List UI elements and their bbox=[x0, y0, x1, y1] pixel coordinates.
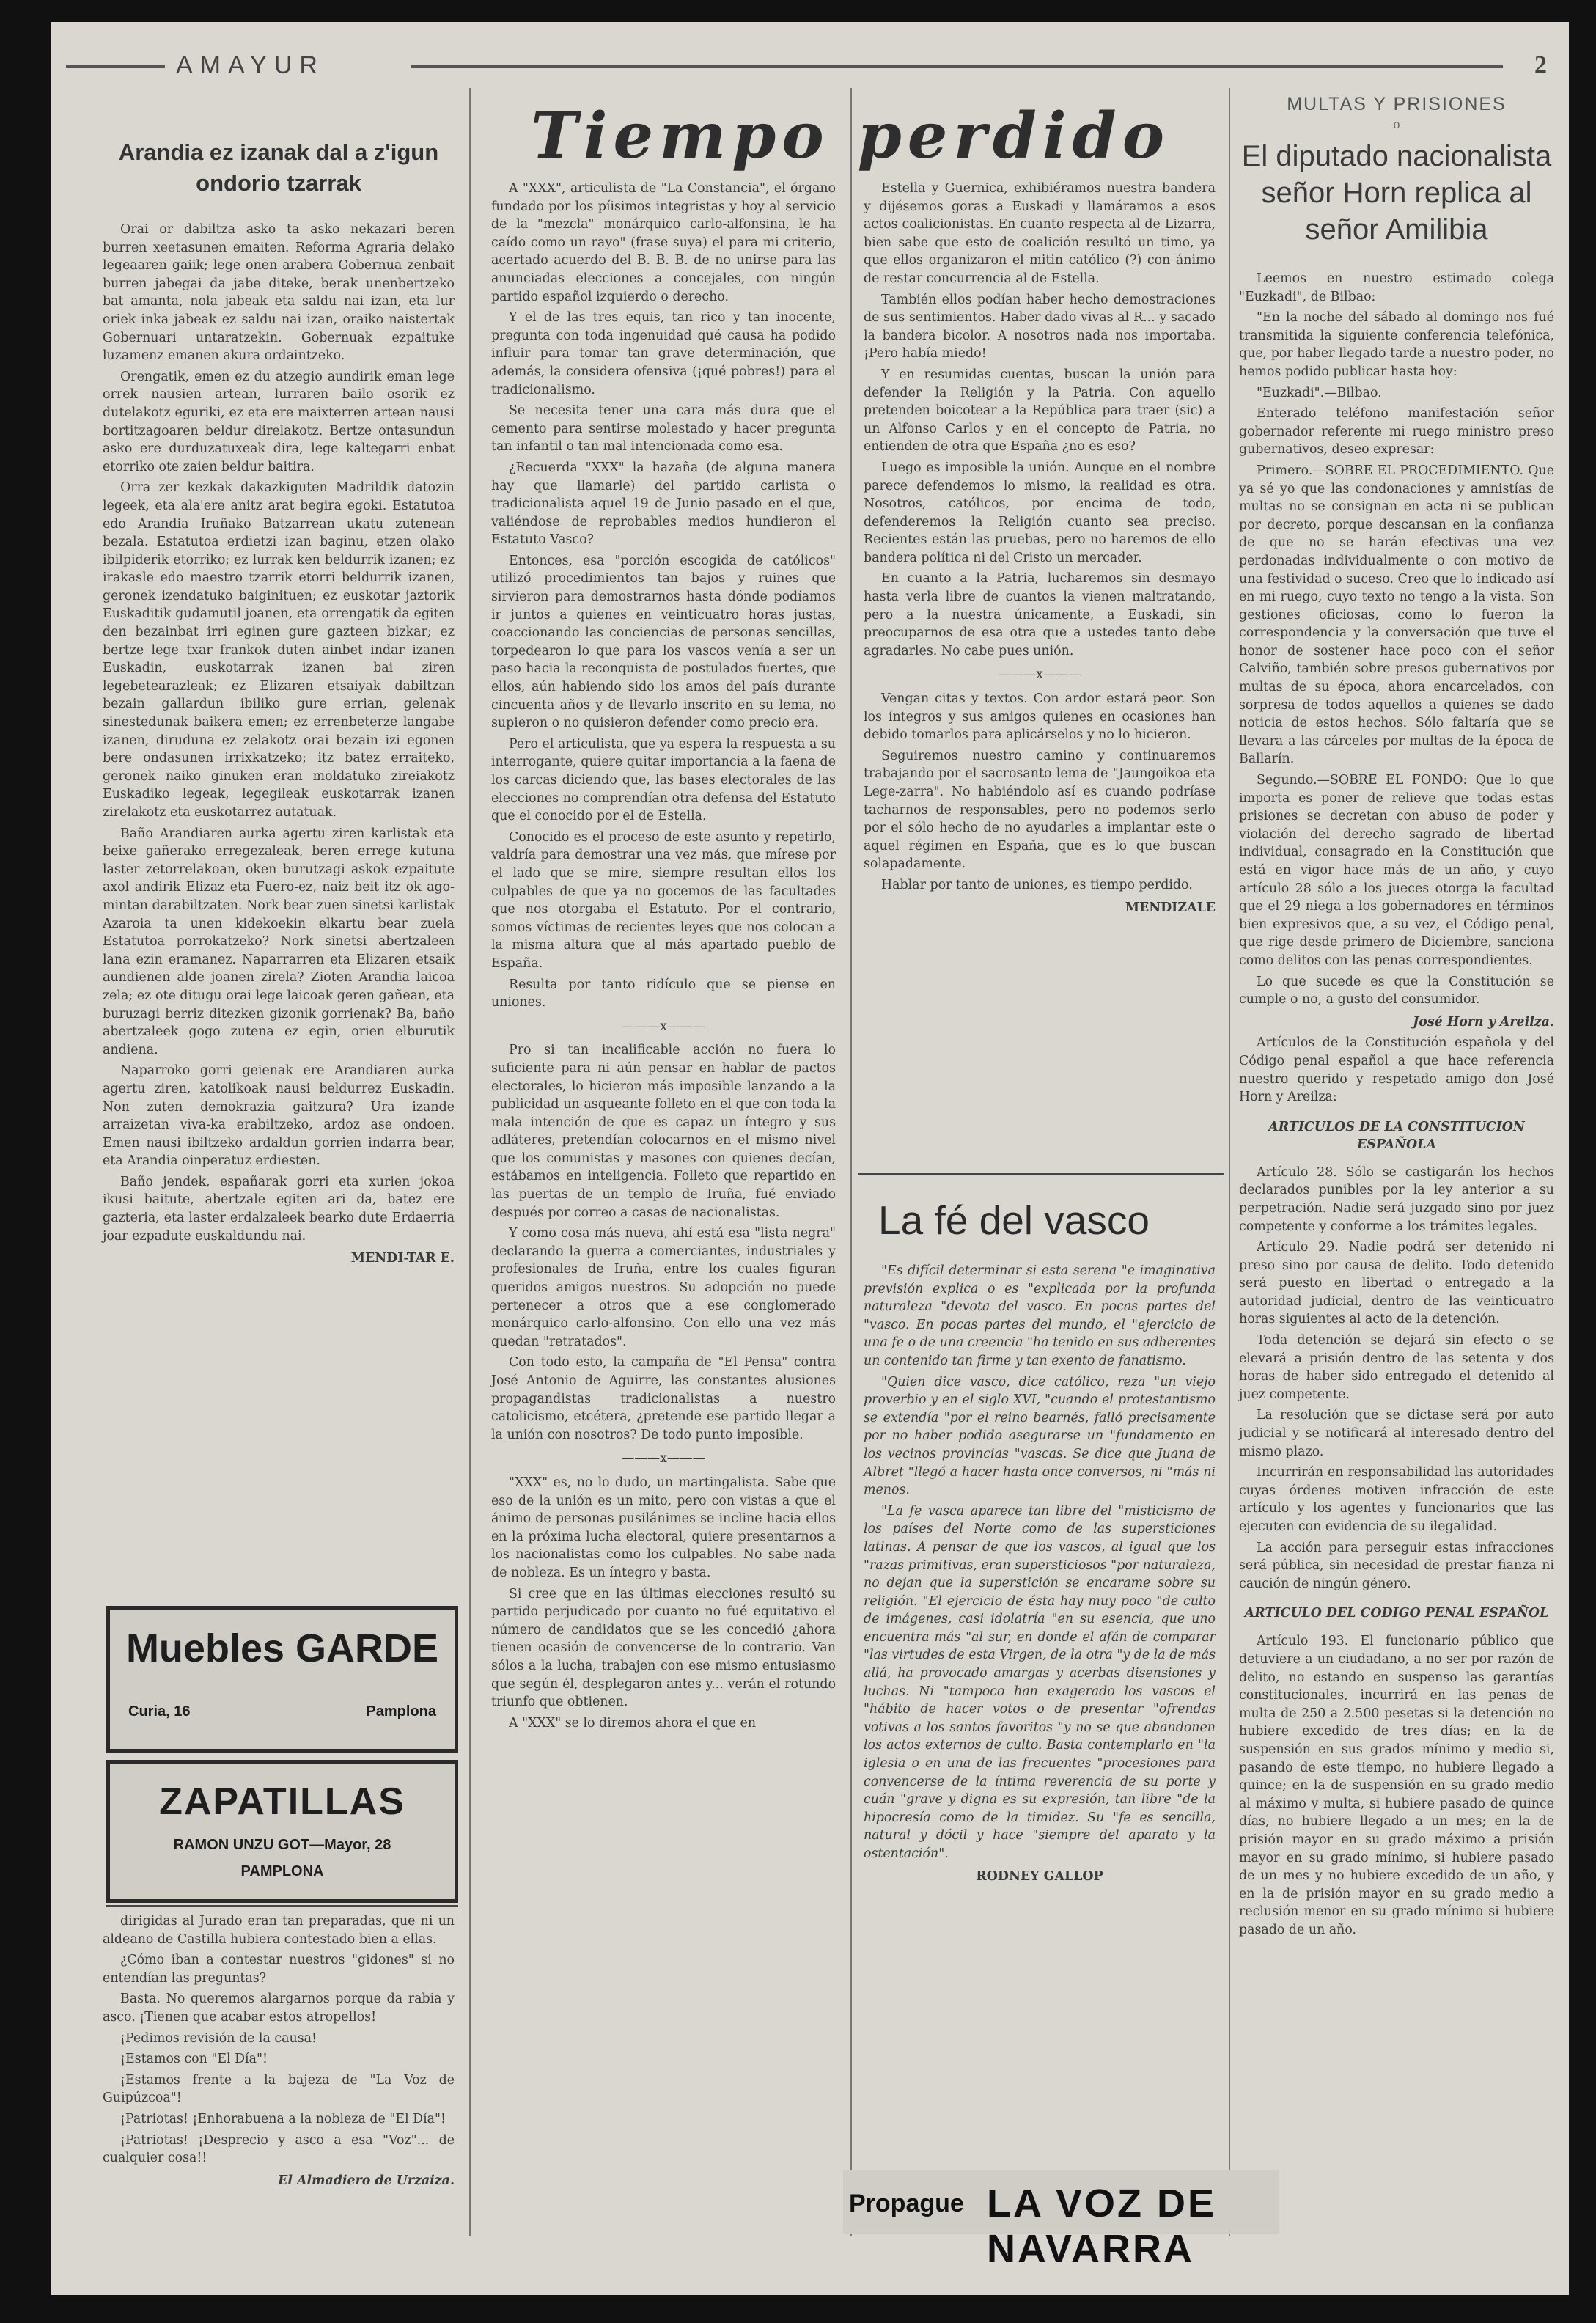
banner-prefix: Propague bbox=[849, 2190, 964, 2217]
separator-rule bbox=[858, 1173, 1224, 1175]
article-signature: José Horn y Areilza. bbox=[1413, 1014, 1554, 1030]
paragraph: Seguiremos nuestro camino y continuaremos trabajando por el sacrosanto lema de "Jaungoikoa eta Lege-zarra". No habiéndolo así es cuando podríase tacharnos de responsables, pero no podemos serlo por el sólo hecho de no ayudarles a implantar este o aquel régimen en España, que es lo que buscan solapadamente. bbox=[864, 748, 1216, 872]
paragraph: Luego es imposible la unión. Aunque en el nombre parece defendemos lo mismo, la realidad es otra. Nosotros, católicos, por encima de todo, defenderemos la Religión cuanto sea preciso. Recientes están las pruebas, pero no haremos de ello bandera política ni del Cristo un mercader. bbox=[864, 460, 1216, 565]
paragraph: Baño jendek, españarak gorri eta xurien jokoa ikusi baitute, abertzale egiten ari da, batez ere gazteria, eta laster erdalzaleek bearko dute Erdaerria joar ezpadute euskaldundu nai. bbox=[103, 1174, 455, 1244]
paragraph: Vengan citas y textos. Con ardor estará peor. Son los íntegros y sus amigos quienes en ocasiones han debido tomarlos para aplicárselos y no lo hicieron. bbox=[864, 691, 1216, 743]
paragraph: Pro si tan incalificable acción no fuera lo suficiente para ni aún pensar en hablar de pactos electorales, lo hicieron más imposible lanzando a la publicidad un asqueante folleto en el que con toda la mala intención de que es capaz un íntegro y sus adláteres, pretendían colocarnos en el mismo nivel que los comunistas y masones con quienes decían, estábamos en inteligencia. Folleto que repartido en las puertas de un templo de Iruña, fué enviado después por correo a casas de nacionalistas. bbox=[491, 1043, 836, 1220]
ad-zapatillas bbox=[106, 1760, 458, 1903]
paragraph: Resulta por tanto ridículo que se piense en uniones. bbox=[491, 977, 836, 1010]
paragraph: Hablar por tanto de uniones, es tiempo perdido. bbox=[881, 877, 1193, 892]
paragraph: ¡Pedimos revisión de la causa! bbox=[120, 2030, 317, 2046]
paragraph: ¿Cómo iban a contestar nuestros "gidones" si no entendían las preguntas? bbox=[103, 1953, 455, 1986]
ad-name: ZAPATILLAS bbox=[159, 1780, 405, 1823]
paragraph: Enterado teléfono manifestación señor gobernador referente mi ruego ministro preso gubernativos, deseo expresar: bbox=[1239, 406, 1554, 458]
paragraph: Si cree que en las últimas elecciones resultó su partido perjudicado por cuanto no fué equitativo el número de candidatos que se les concedió ¿ahora tienen ocasión de convencerse de lo contrario. Van sólos a la lucha, trabajen con ese mismo entusiasmo que según él, desplegaron antes y... verán el rotundo triunfo que obtienen. bbox=[491, 1586, 836, 1710]
article-signature: RODNEY GALLOP bbox=[976, 1868, 1103, 1884]
paragraph: Artículos de la Constitución española y del Código penal español a que hace referencia nuestro querido y respetado amigo don José Horn y Areilza: bbox=[1239, 1035, 1554, 1105]
paragraph: Incurrirán en responsabilidad las autoridades cuyas órdenes motiven infracción de este artículo y los agentes y funcionarios que las ejecuten con evidencia de su ilegalidad. bbox=[1239, 1465, 1554, 1534]
banner-ad-la-voz-de-navarra bbox=[843, 2170, 1279, 2271]
article-title: El diputado nacionalista señor Horn replica al señor Amilibia bbox=[1241, 140, 1552, 246]
paragraph: dirigidas al Jurado eran tan preparadas, que ni un aldeano de Castilla hubiera contestado bien a ellas. bbox=[103, 1914, 455, 1947]
ad-muebles-garde bbox=[106, 1606, 458, 1753]
paragraph: Segundo.—SOBRE EL FONDO: Que lo que importa es poner de relieve que todas estas prisiones se decretan con abuso de poder y violación del derecho sagrado de libertad individual, consagrado en la Constitución que está en vigor hace más de un año, y cuyo artículo 28 sólo a los jueces otorga la facultad que el 29 niega a los gobernadores en términos bien expresivos que, a su vez, el Código penal, que rige desde primero de Diciembre, sanciona como delitos con las penas correspondientes. bbox=[1239, 773, 1554, 968]
subheading: ARTICULO DEL CODIGO PENAL ESPAÑOL bbox=[1244, 1606, 1549, 1621]
kicker-ornament: —o— bbox=[1380, 117, 1413, 131]
article-signature: MENDI-TAR E. bbox=[350, 1251, 455, 1266]
paragraph: "En la noche del sábado al domingo nos fué transmitida la siguiente conferencia telefónica, que, por haber llegado tarde a nuestro poder, no hemos podido publicar hasta hoy: bbox=[1239, 310, 1554, 379]
paragraph: "XXX" es, no lo dudo, un martingalista. Sabe que eso de la unión es un mito, pero con vistas a que el ánimo de personas pusilánimes se incline hacia ellos en la próxima lucha electoral, quiere presentarnos a los nacionalistas como los culpables. No sabe nada de nobleza. Es un íntegro y basta. bbox=[491, 1475, 836, 1580]
paragraph: ¡Patriotas! ¡Enhorabuena a la nobleza de "El Día"! bbox=[120, 2111, 446, 2126]
separator-rule bbox=[106, 1905, 458, 1907]
column-tiempo-perdido-cont bbox=[864, 180, 1216, 920]
paragraph: También ellos podían haber hecho demostraciones de sus sentimientos. Haber dado vivas al R... y sacado la bandera bicolor. A nosotros nada nos importaba. ¡Pero había miedo! bbox=[864, 292, 1216, 362]
section-separator: ———x——— bbox=[621, 1019, 706, 1034]
paragraph: "Euzkadi".—Bilbao. bbox=[1257, 385, 1382, 400]
section-separator: ———x——— bbox=[997, 667, 1082, 683]
paragraph: Artículo 29. Nadie podrá ser detenido ni preso sino por causa de delito. Todo detenido será puesto en libertad o entregado a la autoridad judicial, dentro de las veinticuatro horas siguientes al acto de la detención. bbox=[1239, 1240, 1554, 1327]
paragraph: "Quien dice vasco, dice católico, reza "un viejo proverbio y en el siglo XVI, "cuando el protestantismo se extendía "por el reino bearnés, falló precisamente por no haber podido asegurarse un "fundamento en los vecinos provincias "vascas. Se dice que Juana de Albret "llegó a hacer hasta once conversos, ni "más ni menos. bbox=[864, 1374, 1216, 1498]
section-kicker: MULTAS Y PRISIONES bbox=[1287, 94, 1507, 114]
column-tiempo-perdido bbox=[491, 180, 836, 1735]
tiempo-perdido-header bbox=[484, 66, 1217, 195]
paragraph: Leemos en nuestro estimado colega "Euzkadi", de Bilbao: bbox=[1239, 271, 1554, 304]
paragraph: A "XXX" se lo diremos ahora el que en bbox=[509, 1715, 757, 1731]
article-title: Tiempo perdido bbox=[530, 99, 1171, 173]
paragraph: Y el de las tres equis, tan rico y tan inocente, pregunta con toda ingenuidad qué causa ha podido influir para tomar tan grave determinación, que además, la considera ofensiva (¡qué pobres!) para el tradicionalismo. bbox=[491, 310, 836, 397]
column-divider bbox=[1229, 88, 1230, 2236]
subheading: ARTICULOS DE LA CONSTITUCION ESPAÑOLA bbox=[1268, 1119, 1525, 1152]
column-multas-y-prisiones bbox=[1239, 66, 1554, 1942]
ad-line: PAMPLONA bbox=[240, 1863, 324, 1879]
paragraph: ¡Patriotas! ¡Desprecio y asco a esa "Voz"... de cualquier cosa!! bbox=[103, 2132, 455, 2166]
column-divider bbox=[850, 88, 852, 2236]
article-la-fe-del-vasco bbox=[864, 1181, 1216, 1888]
paragraph: "Es difícil determinar si esta serena "e imaginativa previsión explica o es "explicada por la profunda naturaleza "devota del vasco. En pocas partes del "vasco. En pocas partes del mundo, el "ejercicio de una fe o de una creencia "ha tenido en sus adherentes un contenido tan firme y tan exento de fanatismo. bbox=[864, 1263, 1216, 1368]
ad-line: RAMON UNZU GOT—Mayor, 28 bbox=[173, 1837, 391, 1853]
paragraph: Orengatik, emen ez du atzegio aundirik eman lege orrek nausien artean, lurraren bailo osorik ez dutelakotz eguriki, ez eta ere maixterren artean nausi bortitzagoaren beldur direlakotz. Bertze ontasundun asko ere durduzatuxeak dira, lege kaltegarri enbat etorriko ote zaien beldur baitira. bbox=[103, 369, 455, 474]
paragraph: "La fe vasca aparece tan libre del "misticismo de los países del Norte como de las supersticiones latinas. A pensar de que los vascos, al igual que los "razas primitivas, eran supersticiosos "por naturaleza, no dejan que la superstición se encarame sobre su religión. "El ejercicio de ésta hay muy poco "de culto de imágenes, casi idolatría "en su esencia, que uno encuentra más "al sur, en donde el afán de comparar "las virtudes de esta Virgen, de la otra "y de la de más allá, ha provocado amargas y acerbas disensiones y luchas. Ni "tampoco han exagerado los vascos el "hábito de hacer votos o de presentar "ofrendas votivas a los santos favoritos "y no se que abandonen los actos externos de culto. Basta contemplarlo en "la iglesia o en una de las frecuentes "procesiones para convencerse de la íntima reverencia de su porte y cuán "grave y digna es su expresión, tan libre "de la hipocresía como de la timidez. Su "fe es sencilla, natural y dócil y hace "siempre del aparato y la ostentación". bbox=[864, 1503, 1216, 1861]
article-signature: El Almadiero de Urzaiza. bbox=[278, 2173, 455, 2188]
ad-street: Curia, 16 bbox=[128, 1703, 191, 1720]
paragraph: Artículo 193. El funcionario público que detuviere a un ciudadano, a no ser por razón de delito, no estando en suspenso las garantías constitucionales, incurrirá en las penas de multa de 250 a 2.500 pesetas si la detención no hubiere excedido de tres días; en la de suspensión en sus grados mínimo y medio si, pasando de este tiempo, no hubiere llegado a quince; en la de suspensión en su grado medio al máximo y multa, si hubiere pasado de quince días, no hubiere llegado a un mes; en la de prisión mayor en su grado máximo a prisión mayor en su grado mínimo, si hubiere pasado de un mes y no hubiere excedido de un año, y en la de prisión mayor en su grado medio a reclusión menor en su grado mínimo si hubiere pasado de un año. bbox=[1239, 1634, 1554, 1937]
header-rule-left bbox=[66, 65, 165, 68]
paragraph: Naparroko gorri geienak ere Arandiaren aurka agertu ziren, katolikoak nausi beldurrez Euskadin. Non zuten demokrazia gaitzura? Ura izande arraizetan viva-ka erabiltzeko, ardoz ase ondoen. Emen nausi ibiltzeko ardaldun gorrien indarra bear, eta Arandia oinperatuz erdiesten. bbox=[103, 1063, 455, 1169]
paragraph: Baño Arandiaren aurka agertu ziren karlistak eta beixe gañerako erregezaleak, beren errege kutuna laster zetorrelakoan, oken burutzagi askok ezpaitute axol andirik Elizaz eta Fuero-ez, naiz beit itz ok ago-mintan darabiltzaten. Nork bear zuen sinetsi karlistak Azaroia ta unen kidekoekin elkartu bear zuela Estatutoa porrokatzeko? Nork sinetsi abertzaleen lana ezin eramanez. Naparrarren eta Elizaren etsaik aundienen alde joanen zirela? Zioten Arandia laicoa zela; ez ote ditugu orai lege laicoak geren gañean, eta buruzagi berriz ditezken gizonik gorrienak? Ba, baño abertzaleek gogo zutena ez egin, orien elburutik andiena. bbox=[103, 826, 455, 1057]
paragraph: Pero el articulista, que ya espera la respuesta a su interrogante, quiere quitar importancia a la faena de los carcas diciendo que, las bases electorales de las elecciones no comprendían otra defensa del Estatuto que el conocido por el de Estella. bbox=[491, 736, 836, 824]
paragraph: En cuanto a la Patria, lucharemos sin desmayo hasta verla libre de cuantos la vienen maltratando, pero a la nuestra únicamente, a Euskadi, sin preocuparnos de esa otra que a ustedes tanto debe agradarles. No cabe pues unión. bbox=[864, 571, 1216, 658]
paragraph: Conocido es el proceso de este asunto y repetirlo, valdría para demostrar una vez más, que mírese por el lado que se mire, siempre resultan ellos los culpables de que ya no gocemos de las facultades que nos otorgaba el Estatuto. Por el contrario, somos víctimas de recientes leyes que nos colocan a la misma altura que al más apartado pueblo de España. bbox=[491, 829, 836, 971]
paragraph: Y en resumidas cuentas, buscan la unión para defender la Religión y la Patria. Con aquello pretenden boicotear a la República para traer (sic) a un Alfonso Carlos y en el concepto de Patria, no entienden de otra que España ¿no es eso? bbox=[864, 367, 1216, 455]
ad-name: Muebles GARDE bbox=[125, 1626, 439, 1670]
section-separator: ———x——— bbox=[621, 1451, 706, 1467]
paragraph: Entonces, esa "porción escogida de católicos" utilizó procedimientos tan bajos y ruines que sirvieron para demostrarnos hasta dónde podíamos ir juntos a quienes en veinticuatro horas justas, coaccionando las conciencias de personas sencillas, torpedearon lo que para los vascos venía a ser un paso hacia la reconquista de postulados fuertes, que ellos, aún habiendo sido los amos del país durante cincuenta años y de llevarlo inscrito en su lema, no supieron o no quisieron defender como precio era. bbox=[491, 553, 836, 731]
paragraph: Estella y Guernica, exhibiéramos nuestra bandera y dijésemos goras a Euskadi y llamáramos a esos actos coalicionistas. En cuanto respecta al de Lizarra, bien sabe que esto de coalición resultó un timo, ya que ellos organizaron el mitin católico (?) con ánimo de restar concurrencia al de Estella. bbox=[864, 181, 1216, 286]
paragraph: Orai or dabiltza asko ta asko nekazari beren burren xeetasunen emaiten. Reforma Agraria delako legeaaren gaiik; lege onen arabera Gobernua zenbait burren jabegai da jabe diteke, berak unenbertzeko bat amanta, nola jabeak eta saldu nai izan, eta lur oriek inka jabeak ez saldu nai izan, oraiko naistertak Gobernuari untaratzekin. Gobernuak ezpaituke luzamenz emanen akura ordaintzeko. bbox=[103, 222, 455, 364]
paragraph: Toda detención se dejará sin efecto o se elevará a prisión dentro de las setenta y dos horas de haber sido entregado el detenido al juez competente. bbox=[1239, 1333, 1554, 1402]
paragraph: ¡Estamos frente a la bajeza de "La Voz de Guipúzcoa"! bbox=[103, 2072, 455, 2106]
column-1-continuation bbox=[103, 1912, 455, 2192]
paragraph: A "XXX", articulista de "La Constancia", el órgano fundado por los píisimos integristas y hoy al servicio de la "mezcla" monárquico carlo-alfonsina, le ha caído como un rayo" (frase suya) el para mi criterio, acertado acuerdo del B. B. B. de no unirse para las anunciadas elecciones a concejales, con ningún partido español izquierdo o derecho. bbox=[491, 181, 836, 304]
paragraph: Lo que sucede es que la Constitución se cumple o no, a gusto del consumidor. bbox=[1239, 974, 1554, 1008]
paragraph: Y como cosa más nueva, ahí está esa "lista negra" declarando la guerra a comerciantes, industriales y profesionales de Iruña, entre los cuales figuran queridos amigos nuestros. Su adopción no puede pertenecer a otros que a ese conglomerado monárquico carlo-alfonsino. Con ello una vez más quedan "retratados". bbox=[491, 1226, 836, 1349]
paragraph: Orra zer kezkak dakazkiguten Madrildik datozin legeek, eta ala'ere anitz arat begira egoki. Estatutoa edo Arandia Iruñako Batzarrean ukatu zutenean bezala. Estatutoa erdietzi izan baginu, etzen olako ibilpiderik etorriko; ez lurrak ken beldurrik izanen; ez irakasle edo maestro tzarrik etorri beldurrik izanen, geronek izendatuko baiginituen; ez euskotar jaztorik Euskaditik gudamutil joanen, eta orrengatik da egiten den bezainbat irri eginen gure gazteen bizkar; ez bertze lege txar frankok duten ainbet indar izanen Euskadin, euskotarrak izanen bai ziren legebetearazleak; ez Elizaren etsaiyak dabiltzan bezain gallardun ibiliko gure errian, gelenak sinestedunak baikera emen; ez errenbeterze langabe izanen, diruduna ez zelakotz orai bezain izi egonen bere ondasunen irrixkatzeko; itz batez erraiteko, geronek naiko ginuken eran moldatuko zireiakotz Euskadiko legeak, legegileak euskotarrak izanen zirelakotz eta euskotarrez autatuak. bbox=[103, 480, 455, 820]
banner-newspaper-name: LA VOZ DE NAVARRA bbox=[987, 2181, 1217, 2271]
newspaper-page bbox=[51, 22, 1569, 2295]
paragraph: La acción para perseguir estas infracciones será pública, sin necesidad de prestar fianza ni caución de ningún género. bbox=[1239, 1540, 1554, 1591]
newspaper-name: AMAYUR bbox=[176, 51, 325, 79]
article-signature: MENDIZALE bbox=[1125, 900, 1216, 915]
ad-city: Pamplona bbox=[366, 1703, 436, 1720]
paragraph: Basta. No queremos alargarnos porque da rabia y asco. ¡Tienen que acabar estos atropellos! bbox=[103, 1992, 455, 2025]
page-number: 2 bbox=[1534, 51, 1547, 78]
paragraph: Con todo esto, la campaña de "El Pensa" contra José Antonio de Aguirre, las constantes alusiones propagandistas tradicionalistas a nuestro catolicismo, etcétera, ¿pretende ese partido llegar a la unión con nosotros? De todo punto imposible. bbox=[491, 1355, 836, 1442]
paragraph: Artículo 28. Sólo se castigarán los hechos declarados punibles por la ley anterior a su perpetración. Nadie será juzgado sino por juez competente y conforme a los trámites legales. bbox=[1239, 1164, 1554, 1234]
paragraph: Se necesita tener una cara más dura que el cemento para sentirse molestado y hacer pregunta tan infantil o tan mal intencionada como esa. bbox=[491, 403, 836, 455]
article-title: Arandia ez izanak dal a z'igun ondorio tzarrak bbox=[118, 139, 439, 196]
paragraph: ¿Recuerda "XXX" la hazaña (de alguna manera hay que llamarle) del partido carlista o tradicionalista aquel 19 de Junio pasado en el que, valiéndose de reprobables medios hundieron el Estatuto Vasco? bbox=[491, 460, 836, 548]
paragraph: La resolución que se dictase será por auto judicial y se notificará al interesado dentro del mismo plazo. bbox=[1239, 1408, 1554, 1459]
column-divider bbox=[469, 88, 471, 2236]
paragraph: ¡Estamos con "El Día"! bbox=[120, 2052, 268, 2067]
paragraph: Primero.—SOBRE EL PROCEDIMIENTO. Que ya sé yo que las condonaciones y amnistías de multas no se consignan en acta ni se publican por decreto, porque descansan en la confianza de que no se harán efectivas una vez perdonadas individualmente o con motivo de una festividad o suceso. Creo que lo indicado así en mi ruego, cuyo texto no tengo a la vista. Son gestiones oficiosas, como lo fueron la correspondencia y la conversación que tuve el honor de sostener hace poco con el señor Calviño, también sobre presos gubernativos por multas de su época, ahora encarcelados, con sorpresa de todos aquellos a quienes se dado noticia de estos hechos. Sólo faltaría que se llevara a las cárceles por multas de la época de Ballarín. bbox=[1239, 463, 1554, 767]
column-basque-article bbox=[103, 92, 455, 1271]
article-title: La fé del vasco bbox=[878, 1197, 1150, 1243]
